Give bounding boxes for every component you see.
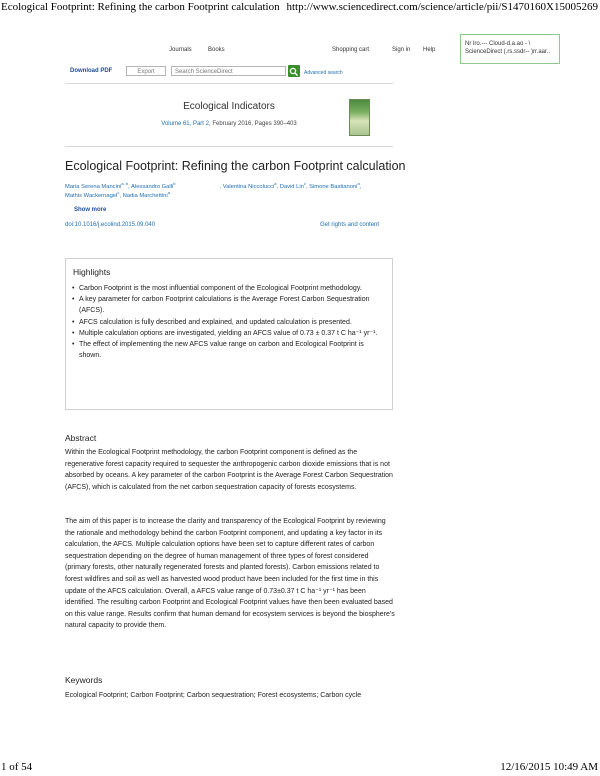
access-notice-line2: ScienceDirect (.rs.ssdr-- )rr.aar.. <box>465 49 551 55</box>
access-notice[interactable] <box>460 34 560 64</box>
keywords-text: Ecological Footprint; Carbon Footprint; Carbon sequestration; Forest ecosystems; Carbon cycle <box>65 692 362 699</box>
volume-link[interactable]: Volume 61, Part 2 <box>161 121 209 127</box>
search-button[interactable] <box>288 65 300 77</box>
nav-books-link[interactable]: Books <box>208 47 225 53</box>
highlight-item: • A key parameter for carbon Footprint calculations is the Average Forest Carbon Sequestration (AFCS). <box>72 294 384 316</box>
author-link[interactable]: , Nadia Marchettini <box>119 193 168 199</box>
nav-shopping-cart-link[interactable]: Shopping cart <box>332 47 370 53</box>
print-header-url: http://www.sciencedirect.com/science/article/pii/S1470160X15005269 <box>286 1 598 13</box>
footer-page-count: 1 of 54 <box>1 761 33 773</box>
journal-title[interactable]: Ecological Indicators <box>183 101 275 112</box>
search-input[interactable]: Search ScienceDirect <box>171 66 286 76</box>
highlights-list <box>72 283 384 361</box>
divider <box>65 146 393 147</box>
journal-cover-image[interactable] <box>349 99 370 136</box>
affiliation-sup[interactable]: a <box>274 181 277 186</box>
author-list: Maria Serena Mancini$^{a, b}$, Alessandro Galli$^b$, Valentina Niccolucci$^a$, David Lin$^c$, Simone Bastianoni$^a$, Mathis Wackernagel$^c$, Nadia Marchettini$^a$ <box>65 181 362 199</box>
abstract-paragraph-1: Within the Ecological Footprint methodology, the carbon Footprint component is defined as the regenerative forest capacity required to sequester the anthropogenic carbon dioxide emissions that is not absorbed by oceans. A key parameter of the carbon Footprint is the Average Forest Carbon Sequestration (AFCS), which is calculated from the net carbon sequestration capacity of forests ecosystems. <box>65 449 393 491</box>
affiliation-sup[interactable]: c <box>117 190 120 195</box>
rights-link[interactable]: Get rights and content <box>320 222 380 228</box>
keywords-heading: Keywords <box>65 675 103 685</box>
download-pdf-button[interactable]: Download PDF <box>70 68 113 74</box>
affiliation-sup[interactable]: a <box>357 181 360 186</box>
nav-journals-link[interactable]: Journals <box>169 47 192 53</box>
nav-help-link[interactable]: Help <box>423 47 436 53</box>
author-link[interactable]: , Simone Bastianoni <box>305 184 358 190</box>
affiliation-sup[interactable]: a <box>167 190 170 195</box>
highlight-item: • AFCS calculation is fully described and explained, and updated calculation is presented. <box>72 317 384 328</box>
nav-sign-in-link[interactable]: Sign in <box>392 47 411 53</box>
abstract-paragraph-2: The aim of this paper is to increase the clarity and transparency of the Ecological Footprint by reviewing the rationale and methodology behind the carbon Footprint component, and updating a key factor in its calculation, the AFCS. Multiple calculation options have been set to capture different rates of carbon sequestration depending on the degree of human management of three types of forest considered (primary forests, other naturally regenerated forests and planted forests). Carbon emissions related to forest wildfires and soil as well as harvested wood product have been included for the first time in this update of the AFCS calculation. Overall, a AFCS value range of 0.73±0.37 t C ha⁻¹ yr⁻¹ has been identified. The resulting carbon Footprint and Ecological Footprint values have then been evaluated based on this value range. Results confirm that human demand for ecosystem services is beyond the biosphere's natural capacity to provide them. <box>65 518 395 630</box>
print-header-title: Ecological Footprint: Refining the carbon Footprint calculation <box>1 1 280 13</box>
author-link[interactable]: , David Lin <box>276 184 304 190</box>
abstract-heading: Abstract <box>65 433 97 443</box>
author-link[interactable]: , Alessandro Galli <box>128 184 174 190</box>
highlight-item: • Multiple calculation options are investigated, yielding an AFCS value of 0.73 ± 0.37 t C ha⁻¹ yr⁻¹. <box>72 328 384 339</box>
search-icon <box>288 66 300 78</box>
highlight-item: • The effect of implementing the new AFCS value range on carbon and Ecological Footprint is shown. <box>72 339 384 361</box>
advanced-search-link[interactable]: Advanced search <box>304 70 343 76</box>
highlight-item: • Carbon Footprint is the most influential component of the Ecological Footprint methodology. <box>72 283 384 294</box>
export-button[interactable]: Export <box>126 66 166 76</box>
date-pages: , February 2016, Pages 390–403 <box>208 121 297 127</box>
show-more-button[interactable]: Show more <box>74 207 107 213</box>
journal-volume <box>65 121 393 127</box>
access-notice-line1: Nr lro.--- Cloud-d.a.ao - \ <box>465 41 531 47</box>
highlights-heading: Highlights <box>73 267 111 277</box>
author-link[interactable]: Mathis Wackernagel <box>65 193 118 199</box>
affiliation-sup[interactable]: b <box>173 181 176 186</box>
affiliation-sup[interactable]: c <box>303 181 306 186</box>
doi-link[interactable]: doi:10.1016/j.ecolind.2015.09.040 <box>65 222 156 228</box>
author-link[interactable]: , Valentina Niccolucci <box>219 184 275 190</box>
author-link[interactable]: Maria Serena Mancini <box>65 184 122 190</box>
affiliation-sup[interactable]: a, b <box>121 181 129 186</box>
footer-datetime: 12/16/2015 10:49 AM <box>500 761 598 773</box>
divider <box>65 83 393 84</box>
article-title: Ecological Footprint: Refining the carbon Footprint calculation <box>65 159 406 173</box>
